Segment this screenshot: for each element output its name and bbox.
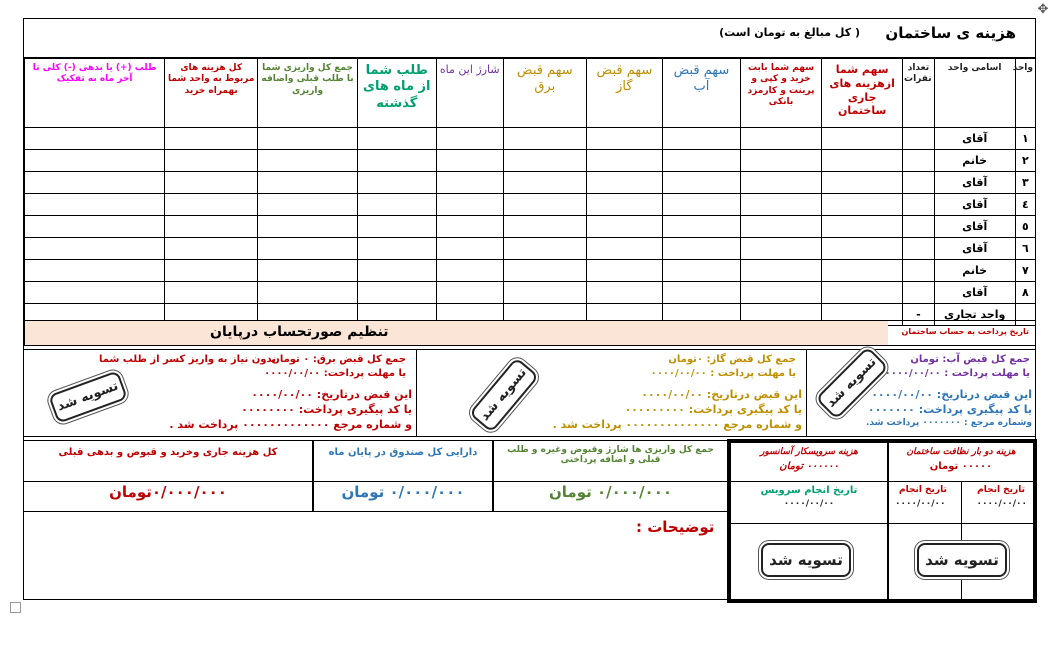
table-header-row <box>24 59 1036 128</box>
table-cell[interactable] <box>258 128 357 150</box>
elevator-date-value: ٠٠٠٠/٠٠/٠٠ <box>783 499 835 509</box>
page-subtitle: ( کل مبالغ به تومان است) <box>719 26 860 39</box>
header-persons: تعداد نفرات <box>903 59 934 128</box>
water-settled-stamp: تسویه شد <box>815 346 889 420</box>
table-cell[interactable] <box>822 172 903 194</box>
notes-label: توضیحات : <box>636 518 715 536</box>
water-bill-deadline: یا مهلت پرداخت : ٠٠٠٠/٠٠/٠٠ <box>884 368 1030 379</box>
table-cell[interactable] <box>25 128 165 150</box>
table-cell[interactable] <box>662 128 740 150</box>
table-cell[interactable] <box>436 238 503 260</box>
table-cell[interactable] <box>740 172 821 194</box>
table-cell[interactable] <box>662 150 740 172</box>
table-row <box>24 128 1036 150</box>
header-prev-credit: طلب شما از ماه های گذشته <box>357 59 436 128</box>
power-bill-note: بدون نیاز به واریز کسر از طلب شما <box>99 354 276 365</box>
table-cell[interactable] <box>740 282 821 304</box>
gas-bill-deadline: یا مهلت پرداخت : ٠٠٠٠/٠٠/٠٠ <box>650 368 796 379</box>
summary-expenses-label: کل هزینه جاری وخرید و قبوض و بدهی قبلی <box>58 447 278 458</box>
table-cell[interactable] <box>822 150 903 172</box>
elevator-cost-box <box>730 442 888 600</box>
table-cell[interactable] <box>165 128 258 150</box>
water-bill-reference: وشماره مرجع : ٠٠٠٠٠٠٠ پرداخت شد. <box>865 418 1032 428</box>
header-total-paid: جمع کل واریزی شما با طلب قبلی واضافه واریزی <box>258 59 357 128</box>
header-owner: اسامی واحد <box>934 59 1015 128</box>
gas-bill-reference: و شماره مرجع ٠٠٠٠٠٠٠٠٠٠٠٠٠٠ پرداخت شد . <box>552 418 802 431</box>
table-cell[interactable] <box>258 282 357 304</box>
row-unit-number[interactable]: ١ <box>1015 128 1035 150</box>
payment-date-label: تاریخ پرداخت به حساب ساختمان <box>901 327 1029 336</box>
cleaning-title: هزینه دو بار نظافت ساختمان <box>906 447 1016 457</box>
header-balance: طلب (+) یا بدهی (-) کلی تا آخر ماه به تفکیک <box>25 59 165 128</box>
table-cell[interactable] <box>436 150 503 172</box>
row-persons[interactable] <box>903 128 934 150</box>
power-bill-tracking: یا کد پیگیری پرداخت: ٠٠٠٠٠٠٠٠ <box>241 403 412 416</box>
gas-bill-date: این قبض درتاریخ: ٠٠٠٠/٠٠/٠٠ <box>641 388 802 401</box>
resize-handle[interactable] <box>10 602 21 613</box>
summary-fund-label: دارایی کل صندوق در پایان ماه <box>328 447 478 458</box>
row-owner-name[interactable]: آقای <box>934 194 1015 216</box>
move-handle-icon[interactable]: ✥ <box>1037 2 1049 17</box>
table-cell[interactable] <box>258 216 357 238</box>
table-row <box>24 216 1036 238</box>
row-persons[interactable] <box>903 282 934 304</box>
table-cell[interactable] <box>165 260 258 282</box>
summary-fund <box>313 440 493 512</box>
table-cell[interactable] <box>357 194 436 216</box>
power-bill-reference: و شماره مرجع ٠٠٠٠٠٠٠٠٠٠٠٠٠ پرداخت شد . <box>169 418 412 431</box>
table-cell[interactable] <box>586 260 662 282</box>
row-persons[interactable] <box>903 238 934 260</box>
elevator-value: ٠٠٠٠٠٠ تومان <box>779 461 839 472</box>
summary-deposits-amount: ٠/٠٠٠/٠٠٠ تومان <box>548 483 673 501</box>
table-cell[interactable] <box>357 238 436 260</box>
table-cell[interactable] <box>740 216 821 238</box>
row-unit-number[interactable]: ٨ <box>1015 282 1035 304</box>
elevator-title: هزینه سرویسکار آسانسور <box>760 447 858 457</box>
table-cell[interactable] <box>165 150 258 172</box>
row-persons[interactable] <box>903 216 934 238</box>
row-owner-name[interactable]: آقای <box>934 238 1015 260</box>
header-charge: شارژ این ماه <box>436 59 503 128</box>
table-cell[interactable] <box>503 172 586 194</box>
table-cell[interactable] <box>25 216 165 238</box>
table-cell[interactable] <box>25 238 165 260</box>
cleaning-date1-label: تاریخ انجام <box>977 485 1025 495</box>
table-cell[interactable] <box>436 282 503 304</box>
row-unit-number[interactable]: ٢ <box>1015 150 1035 172</box>
table-cell[interactable] <box>586 282 662 304</box>
table-cell[interactable] <box>662 260 740 282</box>
row-owner-name[interactable]: آقای <box>934 172 1015 194</box>
table-cell[interactable] <box>740 128 821 150</box>
bills-section <box>23 349 1036 437</box>
cleaning-date1-value: ٠٠٠٠/٠٠/٠٠ <box>976 499 1027 509</box>
table-cell[interactable] <box>503 216 586 238</box>
power-bill-deadline: یا مهلت پرداخت: ٠٠٠٠/٠٠/٠٠ <box>264 368 406 379</box>
water-bill-total: جمع کل قبض آب: تومان <box>910 354 1030 365</box>
gas-bill-total: جمع کل قبض گاز: ٠تومان <box>668 354 796 365</box>
table-cell[interactable] <box>25 282 165 304</box>
table-cell[interactable] <box>436 172 503 194</box>
table-cell[interactable] <box>586 216 662 238</box>
power-settled-stamp: تسویه شد <box>48 370 128 424</box>
table-cell[interactable] <box>822 282 903 304</box>
cleaning-date2-label: تاریخ انجام <box>899 485 947 495</box>
table-cell[interactable] <box>357 172 436 194</box>
table-cell[interactable] <box>25 194 165 216</box>
summary-expenses-amount: ٠/٠٠٠/٠٠٠تومان <box>109 483 227 501</box>
elevator-settled-stamp: تسویه شد <box>761 543 851 577</box>
table-cell[interactable] <box>822 194 903 216</box>
table-cell[interactable] <box>165 216 258 238</box>
maintenance-section <box>727 439 1037 603</box>
row-persons[interactable] <box>903 172 934 194</box>
power-bill-total: جمع کل قبض برق: ٠ تومان <box>271 354 406 365</box>
gas-settled-stamp: تسویه شد <box>469 357 540 433</box>
row-owner-name[interactable]: واحد تجاری <box>934 304 1015 326</box>
row-owner-name[interactable]: آقای <box>934 282 1015 304</box>
settlement-bar <box>23 320 1036 346</box>
water-bill-date: این قبض درتاریخ: ٠٠٠٠/٠٠/٠٠ <box>871 388 1032 401</box>
row-unit-number[interactable]: ٤ <box>1015 194 1035 216</box>
summary-deposits <box>493 440 728 512</box>
table-cell[interactable] <box>357 128 436 150</box>
gas-bill-tracking: یا کد پیگیری پرداخت: ٠٠٠٠٠٠٠٠٠ <box>624 403 802 416</box>
table-cell[interactable] <box>258 238 357 260</box>
table-cell[interactable] <box>586 128 662 150</box>
table-cell[interactable] <box>25 150 165 172</box>
table-cell[interactable] <box>165 194 258 216</box>
table-cell[interactable] <box>436 260 503 282</box>
table-cell[interactable] <box>165 172 258 194</box>
row-owner-name[interactable]: خانم <box>934 150 1015 172</box>
table-cell[interactable] <box>740 238 821 260</box>
row-persons[interactable] <box>903 150 934 172</box>
table-cell[interactable] <box>258 260 357 282</box>
table-cell[interactable] <box>740 194 821 216</box>
table-cell[interactable] <box>662 282 740 304</box>
table-cell[interactable] <box>586 194 662 216</box>
table-cell[interactable] <box>436 216 503 238</box>
table-cell[interactable] <box>662 216 740 238</box>
elevator-date-label: تاریخ انجام سرویس <box>760 485 858 496</box>
summary-row <box>23 440 728 512</box>
summary-expenses <box>23 440 313 512</box>
row-owner-name[interactable]: خانم <box>934 260 1015 282</box>
row-owner-name[interactable]: آقای <box>934 128 1015 150</box>
table-cell[interactable] <box>357 216 436 238</box>
table-cell[interactable] <box>503 194 586 216</box>
table-cell[interactable] <box>503 150 586 172</box>
table-cell[interactable] <box>436 194 503 216</box>
cleaning-value: ٠٠٠٠٠ تومان <box>929 461 993 472</box>
water-bill-tracking: یا کد پیگیری پرداخت: ٠٠٠٠٠٠٠ <box>867 403 1032 416</box>
table-row <box>24 282 1036 304</box>
table-cell[interactable] <box>165 238 258 260</box>
settlement-title-cell <box>24 321 888 345</box>
table-row <box>24 238 1036 260</box>
table-cell[interactable] <box>258 172 357 194</box>
cleaning-date2-value: ٠٠٠٠/٠٠/٠٠ <box>895 499 946 509</box>
summary-deposits-label: جمع کل واریزی ها شارژ وقبوض وغیره و طلب قبلی و اضافه پرداختی <box>507 445 714 465</box>
table-cell[interactable] <box>258 194 357 216</box>
table-cell[interactable] <box>503 282 586 304</box>
table-cell[interactable] <box>822 238 903 260</box>
table-cell[interactable] <box>436 128 503 150</box>
row-unit-number[interactable]: ٣ <box>1015 172 1035 194</box>
table-cell[interactable] <box>25 172 165 194</box>
table-cell[interactable] <box>357 150 436 172</box>
table-cell[interactable] <box>822 216 903 238</box>
table-row <box>24 172 1036 194</box>
header-share-purchase: سهم شما بابت خرید و کپی و پرینت و کارمزد بانکی <box>740 59 821 128</box>
header-share-building: سهم شما ازهزینه های جاری ساختمان <box>822 59 903 128</box>
table-cell[interactable] <box>740 260 821 282</box>
header-share-power: سهم قبض برق <box>503 59 586 128</box>
cleaning-settled-stamp: تسویه شد <box>917 543 1007 577</box>
water-bill <box>806 350 1036 436</box>
table-cell[interactable] <box>740 150 821 172</box>
table-row <box>24 260 1036 282</box>
row-unit-number[interactable]: ٦ <box>1015 238 1035 260</box>
row-persons[interactable]: - <box>903 304 934 326</box>
table-cell[interactable] <box>662 238 740 260</box>
summary-fund-amount: ٠/٠٠٠/٠٠٠ تومان <box>341 483 465 501</box>
power-bill-date: این قبض درتاریخ: ٠٠٠٠/٠٠/٠٠ <box>251 388 412 401</box>
table-cell[interactable] <box>25 260 165 282</box>
table-cell[interactable] <box>503 260 586 282</box>
table-cell[interactable] <box>503 128 586 150</box>
cleaning-cost-box <box>888 442 1034 600</box>
row-persons[interactable] <box>903 260 934 282</box>
header-unit: واحد <box>1015 59 1035 128</box>
page-title: هزینه ی ساختمان <box>885 24 1016 42</box>
table-cell[interactable] <box>165 282 258 304</box>
row-owner-name[interactable]: آقای <box>934 216 1015 238</box>
header-share-gas: سهم قبض گاز <box>586 59 662 128</box>
table-cell[interactable] <box>662 172 740 194</box>
table-cell[interactable] <box>586 150 662 172</box>
table-row <box>24 150 1036 172</box>
table-row <box>24 194 1036 216</box>
table-cell[interactable] <box>357 282 436 304</box>
header-share-water: سهم قبض آب <box>662 59 740 128</box>
settlement-title: تنظیم صورتحساب درپایان <box>210 324 389 340</box>
power-bill <box>23 350 416 436</box>
units-table <box>23 58 1036 326</box>
table-cell[interactable] <box>662 194 740 216</box>
gas-bill <box>416 350 806 436</box>
row-persons[interactable] <box>903 194 934 216</box>
row-unit-number[interactable]: ٧ <box>1015 260 1035 282</box>
table-cell[interactable] <box>258 150 357 172</box>
table-cell[interactable] <box>822 260 903 282</box>
row-unit-number[interactable]: ٥ <box>1015 216 1035 238</box>
table-cell[interactable] <box>586 238 662 260</box>
header-total-cost: کل هزینه های مربوط به واحد شما بهمراه خرید <box>165 59 258 128</box>
table-cell[interactable] <box>357 260 436 282</box>
table-cell[interactable] <box>586 172 662 194</box>
title-row <box>23 18 1036 58</box>
table-cell[interactable] <box>822 128 903 150</box>
table-cell[interactable] <box>503 238 586 260</box>
